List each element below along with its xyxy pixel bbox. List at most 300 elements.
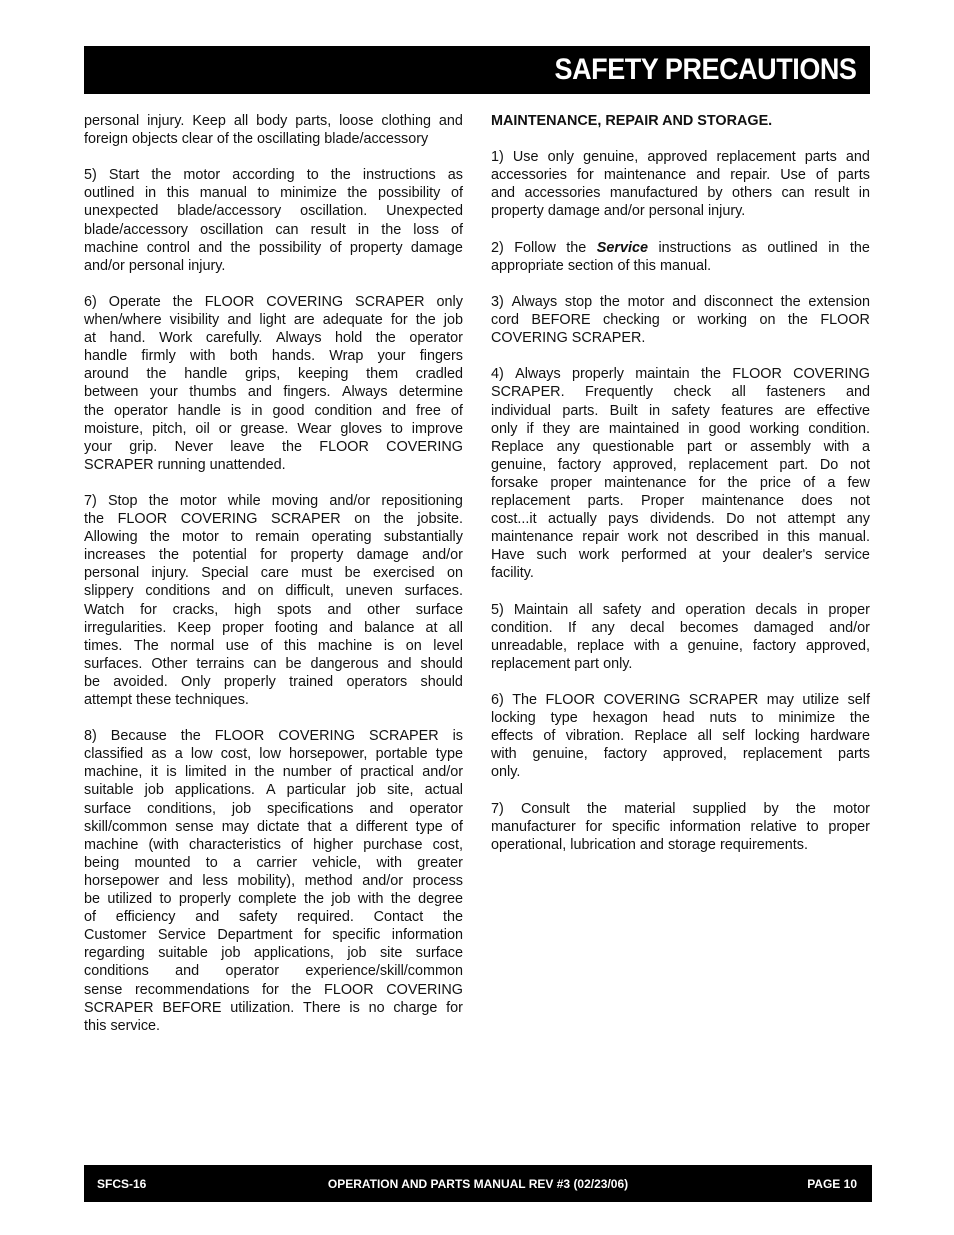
text-line <box>491 402 870 420</box>
word: property <box>290 547 344 564</box>
text-line <box>84 800 463 818</box>
word: SCRAPER <box>355 293 425 310</box>
word: accessories <box>524 185 601 202</box>
word: handle <box>184 366 228 383</box>
word: proper <box>550 474 592 491</box>
word: personal <box>648 203 704 220</box>
word: Wear <box>297 420 332 437</box>
word: as <box>447 167 463 184</box>
word: with <box>823 438 850 455</box>
word: higher <box>313 836 354 853</box>
text-line <box>84 655 463 673</box>
word: such <box>536 547 567 564</box>
word: of <box>617 257 630 274</box>
word: possibility <box>377 185 441 202</box>
word: personal <box>84 113 140 129</box>
word: described <box>696 529 759 546</box>
word: locking <box>754 728 800 745</box>
word: Always <box>515 366 561 383</box>
word: is <box>349 999 360 1016</box>
word: being <box>84 854 120 871</box>
word: SCRAPER <box>271 511 341 528</box>
word: instructions <box>362 167 436 184</box>
word: free <box>416 402 441 419</box>
word: utilization. <box>230 999 295 1016</box>
word: manual <box>199 185 247 202</box>
word: cost, <box>220 746 252 763</box>
word: for <box>390 312 408 329</box>
word: moisture, <box>84 420 144 437</box>
word: the <box>795 800 816 817</box>
word: Follow <box>514 239 556 256</box>
word: of <box>84 909 97 926</box>
word: service. <box>110 1017 161 1034</box>
word: horsepower, <box>289 746 368 763</box>
word: Wrap <box>329 348 364 365</box>
word: Consult <box>521 800 570 817</box>
word: at <box>425 619 438 636</box>
word: 8) <box>84 728 97 745</box>
word: FLOOR <box>820 312 870 329</box>
word: are <box>784 402 806 419</box>
word: approved <box>647 149 708 166</box>
word: if <box>526 420 534 437</box>
word: Always <box>341 384 388 401</box>
page-header-bar <box>84 46 870 94</box>
word: may <box>766 692 794 708</box>
text-line <box>84 673 463 691</box>
word: efficiency <box>115 909 176 926</box>
word: be <box>344 565 361 582</box>
word: 6) <box>491 692 504 708</box>
word: this <box>787 529 810 546</box>
word: control <box>146 239 190 256</box>
text-line <box>84 239 463 257</box>
word: replacement <box>688 456 768 473</box>
word: adequate <box>322 312 383 329</box>
word: the <box>159 547 180 564</box>
text-line <box>84 492 463 510</box>
word: of <box>803 474 816 491</box>
word: manual. <box>659 257 712 274</box>
word: FLOOR <box>319 438 369 455</box>
word: service <box>824 547 870 564</box>
word: motor <box>627 293 665 310</box>
text-line <box>491 239 870 257</box>
word: by <box>763 800 779 817</box>
word: parts. <box>562 402 599 419</box>
word: BEFORE <box>531 312 591 329</box>
word: conditions <box>84 963 149 980</box>
word: genuine, <box>491 456 547 473</box>
word: or <box>218 420 232 437</box>
word: SCRAPER <box>84 999 154 1016</box>
word: in <box>688 420 700 437</box>
word: a <box>174 746 183 763</box>
text-line <box>84 727 463 745</box>
word: no <box>368 999 385 1016</box>
word: grips, <box>245 366 281 383</box>
word: Do <box>819 456 839 473</box>
word: A <box>265 782 276 799</box>
text-line <box>491 836 870 854</box>
word: job <box>347 945 367 962</box>
word: Start <box>108 167 140 184</box>
word: job <box>221 945 241 962</box>
word: they <box>542 420 570 437</box>
word: surface <box>84 800 132 817</box>
word: checking <box>603 312 660 329</box>
word: maintenance <box>491 529 574 546</box>
text-line <box>491 800 870 818</box>
word: and <box>221 583 246 600</box>
paragraph <box>84 166 463 275</box>
text-line <box>84 926 463 944</box>
word: FLOOR <box>204 293 255 310</box>
page-number: PAGE 10 <box>807 1177 857 1191</box>
word: avoided. <box>113 673 168 690</box>
word: injury. <box>188 257 226 274</box>
word: genuine, <box>583 149 639 166</box>
word: suitable <box>84 782 134 799</box>
word: both <box>229 348 258 365</box>
word: unattended. <box>209 456 286 473</box>
word: and <box>369 800 394 817</box>
word: difficult, <box>285 583 334 600</box>
text-line <box>491 311 870 329</box>
word: leave <box>230 438 265 455</box>
word: carrier <box>256 854 298 871</box>
word: and <box>195 909 220 926</box>
word: type <box>415 818 443 835</box>
word: in <box>251 402 263 419</box>
word: and <box>327 601 352 618</box>
word: site <box>379 945 403 962</box>
word: of <box>450 402 463 419</box>
text-line <box>491 745 870 763</box>
word: motor <box>179 492 217 509</box>
word: use <box>225 637 249 654</box>
word: level <box>433 637 463 654</box>
word: the <box>146 366 167 383</box>
word: not <box>849 492 870 509</box>
word: part. <box>779 456 809 473</box>
word: the <box>291 981 312 998</box>
word: unreadable, <box>491 637 568 654</box>
word: Allowing <box>84 529 138 546</box>
word: machine <box>84 239 139 256</box>
word: and/or <box>422 547 463 564</box>
text-line <box>84 184 463 202</box>
word: greater <box>417 854 463 871</box>
word: Do <box>726 511 745 528</box>
word: part <box>574 655 600 672</box>
word: to <box>159 891 172 908</box>
word: approved, <box>612 456 677 473</box>
word: the <box>172 293 193 310</box>
paragraph <box>491 148 870 220</box>
word: the <box>151 167 172 184</box>
word: your <box>377 348 406 365</box>
word: outlined <box>767 239 818 256</box>
word: all <box>731 384 746 401</box>
word: the <box>347 185 368 202</box>
word: practical <box>360 764 414 781</box>
word: parts, <box>295 113 332 129</box>
word: objects <box>132 131 178 148</box>
word: and <box>639 836 664 853</box>
word: carefully. <box>205 330 263 347</box>
word: pitch, <box>152 420 187 437</box>
word: dangerous <box>310 655 379 672</box>
word: proper <box>828 601 870 618</box>
word: normal <box>170 637 215 654</box>
word: the <box>415 312 436 329</box>
word: in <box>357 221 370 238</box>
word: Have <box>491 547 525 564</box>
paragraph <box>491 601 870 673</box>
word: specifications <box>267 800 354 817</box>
word: condition. <box>808 420 870 437</box>
word: injury. <box>147 113 185 129</box>
text-line <box>491 601 870 619</box>
page-footer <box>84 1165 872 1202</box>
word: FLOOR <box>732 366 782 383</box>
word: and/or <box>362 872 404 889</box>
text-line <box>491 148 870 166</box>
word: injury. <box>707 203 746 220</box>
text-line <box>84 528 463 546</box>
word: forsake <box>491 474 539 491</box>
text-line <box>491 474 870 492</box>
word: in <box>828 239 840 256</box>
word: Replace <box>634 728 688 745</box>
word: Replace <box>491 438 544 455</box>
word: and <box>198 239 223 256</box>
word: Use <box>512 149 539 166</box>
word: genuine, <box>687 637 743 654</box>
word: that <box>307 818 332 835</box>
word: genuine, <box>532 746 588 763</box>
word: and/or <box>84 257 125 274</box>
paragraph <box>84 492 463 709</box>
word: balance <box>364 619 415 636</box>
word: the <box>149 529 170 546</box>
word: replacement <box>491 492 571 509</box>
word: less <box>202 872 228 889</box>
word: around <box>84 366 129 383</box>
word: and <box>491 185 516 202</box>
word: and <box>845 149 870 166</box>
word: cracks, <box>172 601 219 618</box>
word: replacement <box>491 655 571 672</box>
text-line <box>84 981 463 999</box>
word: hold <box>335 330 363 347</box>
text-line <box>84 347 463 365</box>
word: The <box>133 637 159 654</box>
word: grip. <box>129 438 158 455</box>
word: them <box>366 366 399 383</box>
word: the <box>700 366 721 383</box>
word: replacement <box>716 149 796 166</box>
word: repair. <box>730 167 771 184</box>
manual-title: OPERATION AND PARTS MANUAL REV #3 (02/23/06) <box>327 1177 629 1191</box>
text-line <box>84 745 463 763</box>
word: operational, <box>491 836 567 853</box>
word: this <box>166 185 190 202</box>
word: job <box>331 891 351 908</box>
word: in <box>234 764 247 781</box>
word: the <box>849 239 870 256</box>
text-line <box>84 383 463 401</box>
text-line <box>491 420 870 438</box>
word: blade/accessory <box>177 203 282 220</box>
word: mobility), <box>237 872 296 889</box>
text-line <box>491 438 870 456</box>
word: trained <box>289 673 334 690</box>
word: experience/skill/common <box>305 963 463 980</box>
word: these <box>136 692 172 708</box>
word: be <box>84 891 101 908</box>
text-line <box>491 528 870 546</box>
word: operator <box>114 402 168 419</box>
word: the <box>84 402 105 419</box>
word: the <box>375 330 396 347</box>
word: COVERING <box>386 438 463 455</box>
right-column <box>491 112 870 872</box>
paragraph <box>491 365 870 582</box>
word: as <box>741 239 757 256</box>
text-line <box>491 691 870 709</box>
word: terrains <box>196 655 245 672</box>
section-heading: MAINTENANCE, REPAIR AND STORAGE. <box>491 113 773 129</box>
word: becomes <box>679 619 739 636</box>
word: techniques. <box>175 692 249 708</box>
word: and <box>387 655 412 672</box>
word: lubrication <box>570 836 636 853</box>
word: approved, <box>805 637 870 654</box>
word: job <box>356 782 377 799</box>
word: any <box>556 438 580 455</box>
word: Frequently <box>585 384 654 401</box>
word: for <box>446 999 463 1016</box>
word: gloves <box>340 420 382 437</box>
word: at <box>84 330 97 347</box>
word: Never <box>174 438 213 455</box>
word: features <box>721 402 774 419</box>
word: uneven <box>345 583 393 600</box>
word: operator <box>409 330 463 347</box>
word: when/where <box>84 312 162 329</box>
word: be <box>84 673 101 690</box>
word: motor <box>833 800 870 817</box>
word: is <box>383 637 395 654</box>
word: requirements. <box>719 836 808 853</box>
text-line <box>491 166 870 184</box>
document-code: SFCS-16 <box>97 1177 147 1191</box>
word: attempt <box>787 511 836 528</box>
word: Always <box>275 330 322 347</box>
text-line <box>84 582 463 600</box>
paragraph <box>491 239 870 275</box>
word: Built <box>609 402 638 419</box>
word: Stop <box>107 492 138 509</box>
word: not <box>667 529 688 546</box>
word: safety <box>602 601 642 618</box>
word: light <box>259 312 286 329</box>
text-line <box>491 619 870 637</box>
word: outlined <box>84 185 135 202</box>
text-line <box>84 257 463 275</box>
word: storage <box>667 836 716 853</box>
word: for <box>260 547 278 564</box>
word: approved, <box>662 746 727 763</box>
word: decals <box>755 601 798 618</box>
word: this <box>84 1017 107 1034</box>
word: price <box>759 474 792 491</box>
word: Use <box>780 167 806 184</box>
word: self <box>722 728 745 745</box>
text-line <box>84 510 463 528</box>
word: condition. <box>491 619 553 636</box>
word: type <box>550 710 578 727</box>
word: Always <box>511 293 558 310</box>
word: different <box>355 818 408 835</box>
word: relative <box>750 818 797 835</box>
word: and <box>845 384 870 401</box>
word: damage <box>356 547 409 564</box>
word: for <box>698 474 716 491</box>
word: handle <box>84 348 128 365</box>
word: of <box>815 167 828 184</box>
word: repair <box>582 529 620 546</box>
word: specific <box>332 927 381 944</box>
word: slippery <box>84 583 134 600</box>
text-line <box>491 564 870 582</box>
word: safety <box>238 909 278 926</box>
word: factory <box>557 456 602 473</box>
text-line <box>84 962 463 980</box>
word: as <box>151 746 167 763</box>
word: the <box>180 728 201 745</box>
word: proper <box>222 619 264 636</box>
word: COVERING <box>180 511 258 528</box>
word: factory <box>752 637 796 654</box>
word: to <box>231 529 244 546</box>
text-line <box>491 637 870 655</box>
word: other <box>367 601 400 618</box>
word: with <box>357 891 384 908</box>
word: the <box>566 239 587 256</box>
word: increases <box>84 547 146 564</box>
text-line <box>491 329 870 347</box>
word: COVERING <box>603 692 681 708</box>
word: and <box>382 402 407 419</box>
word: oscillating <box>257 131 321 148</box>
word: properly <box>571 366 624 383</box>
word: 5) <box>84 167 97 184</box>
word: of <box>543 728 556 745</box>
right-column-paragraphs <box>491 148 870 854</box>
word: actual <box>424 782 463 799</box>
word: times. <box>84 637 123 654</box>
word: operator <box>409 800 463 817</box>
word: disconnect <box>704 293 773 310</box>
word: with <box>189 348 216 365</box>
word: cradled <box>415 366 463 383</box>
word: and <box>438 113 463 129</box>
word: damaged <box>753 619 814 636</box>
